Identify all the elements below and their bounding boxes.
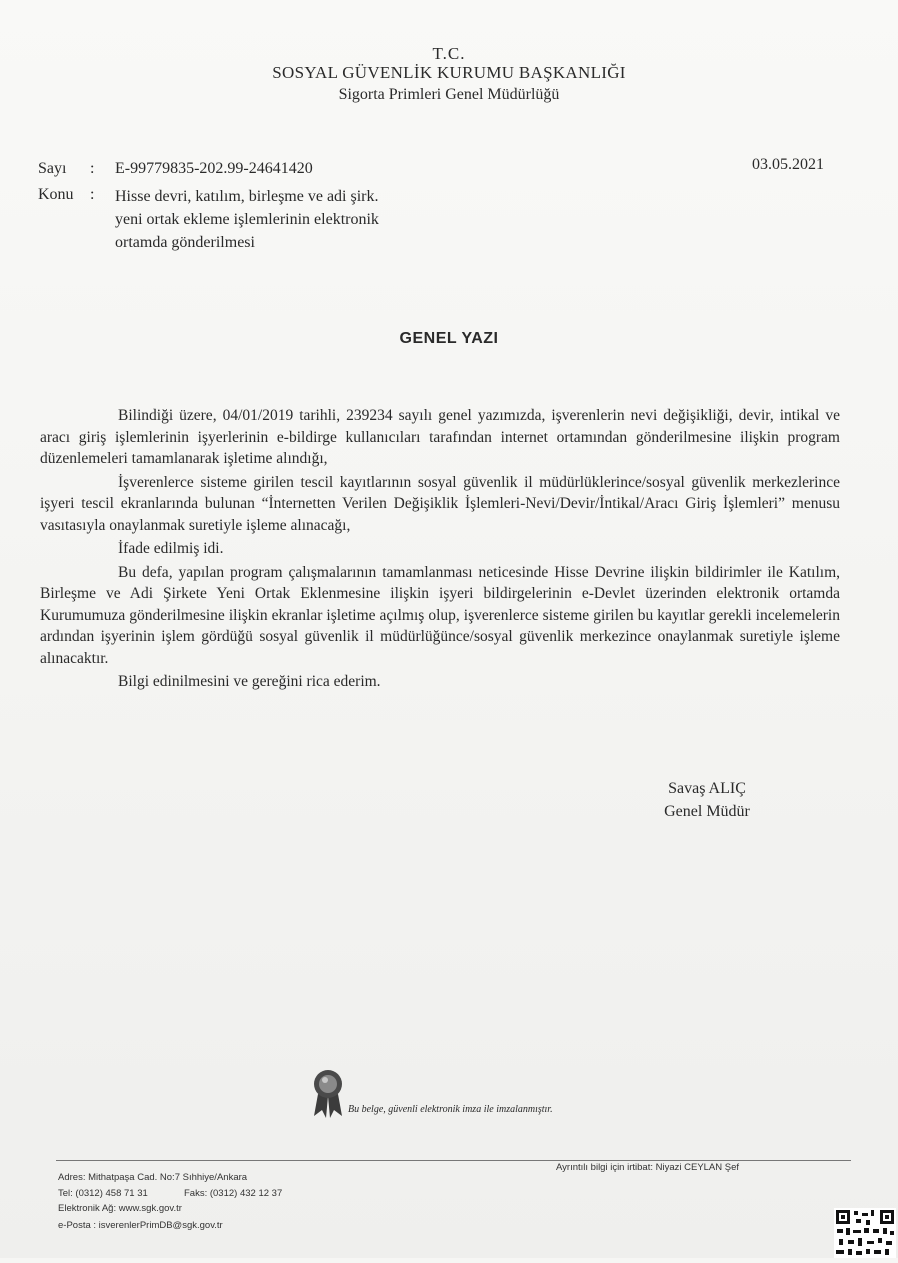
sayi-separator: : <box>90 160 95 177</box>
paragraph-4: Bu defa, yapılan program çalışmalarının tamamlanması neticesinde Hisse Devrine ilişkin bildirimler ile Katılım, Birleşme ve Adi Şirkete Yeni Ortak Eklenmesine ilişkin işyeri bildirgelerinin e-Devlet üzerinden elektronik ortamda Kurumumuza gönderilmesine ilişkin ekranlar işletime açılmış olup, işverenlerce sisteme girilen bu kayıtlar gerekli incelemelerin ardından işyerinin işlem gördüğü sosyal güvenlik il müdürlüğünce/sosyal güvenlik merkezince onaylanmak suretiyle işleme alınacaktır. <box>40 563 840 667</box>
signatory-name: Savaş ALIÇ <box>668 780 746 797</box>
konu-line-2: yeni ortak ekleme işlemlerinin elektronik <box>115 211 379 228</box>
footer-tel: Tel: (0312) 458 71 31 <box>58 1188 148 1199</box>
seal-rosette-icon <box>310 1066 346 1122</box>
footer-divider <box>56 1160 851 1161</box>
letter-body <box>40 405 840 693</box>
paragraph-1: Bilindiği üzere, 04/01/2019 tarihli, 239234 sayılı genel yazımızda, işverenlerin nevi değişikliği, devir, intikal ve aracı giriş işlemlerinin işyerlerinin e-bildirge kullanıcıları tarafından internet ortamından gönderilmesine ilişkin program düzenlemeleri tamamlanarak işletime alındığı, <box>40 407 840 467</box>
header-tc: T.C. <box>432 44 466 63</box>
signatory-title: Genel Müdür <box>664 803 750 820</box>
konu-line-1: Hisse devri, katılım, birleşme ve adi şirk. <box>115 188 379 205</box>
konu-separator: : <box>90 186 95 203</box>
footer-email: e-Posta : isverenlerPrimDB@sgk.gov.tr <box>58 1220 223 1231</box>
esign-notice: Bu belge, güvenli elektronik imza ile imzalanmıştır. <box>348 1104 553 1115</box>
header-institution: SOSYAL GÜVENLİK KURUMU BAŞKANLIĞI <box>272 63 626 82</box>
paragraph-2: İşverenlerce sisteme girilen tescil kayıtlarının sosyal güvenlik il müdürlüklerince/sosyal güvenlik merkezlerince işyeri tescil ekranlarında bulunan “İnternetten Verilen Değişiklik İşlemleri-Nevi/Devir/İntikal/Aracı Giriş İşlemleri” menusu vasıtasıyla onaylanmak suretiyle işleme alınacağı, <box>40 473 840 534</box>
footer-contact: Ayrıntılı bilgi için irtibat: Niyazi CEYLAN Şef <box>556 1162 740 1173</box>
paragraph-3: İfade edilmiş idi. <box>118 540 224 557</box>
konu-line-3: ortamda gönderilmesi <box>115 234 255 251</box>
footer-address: Adres: Mithatpaşa Cad. No:7 Sıhhiye/Ankara <box>58 1172 248 1183</box>
sayi-value: E-99779835-202.99-24641420 <box>115 160 313 177</box>
document-title: GENEL YAZI <box>399 330 499 347</box>
footer-web: Elektronik Ağ: www.sgk.gov.tr <box>58 1203 182 1214</box>
document-date: 03.05.2021 <box>752 156 824 173</box>
konu-label: Konu <box>38 186 74 203</box>
qr-code-icon <box>834 1208 896 1258</box>
sayi-label: Sayı <box>38 160 67 177</box>
paragraph-5: Bilgi edinilmesini ve gereğini rica ederim. <box>118 673 381 690</box>
header-directorate: Sigorta Primleri Genel Müdürlüğü <box>338 86 560 103</box>
footer-fax: Faks: (0312) 432 12 37 <box>184 1188 283 1199</box>
